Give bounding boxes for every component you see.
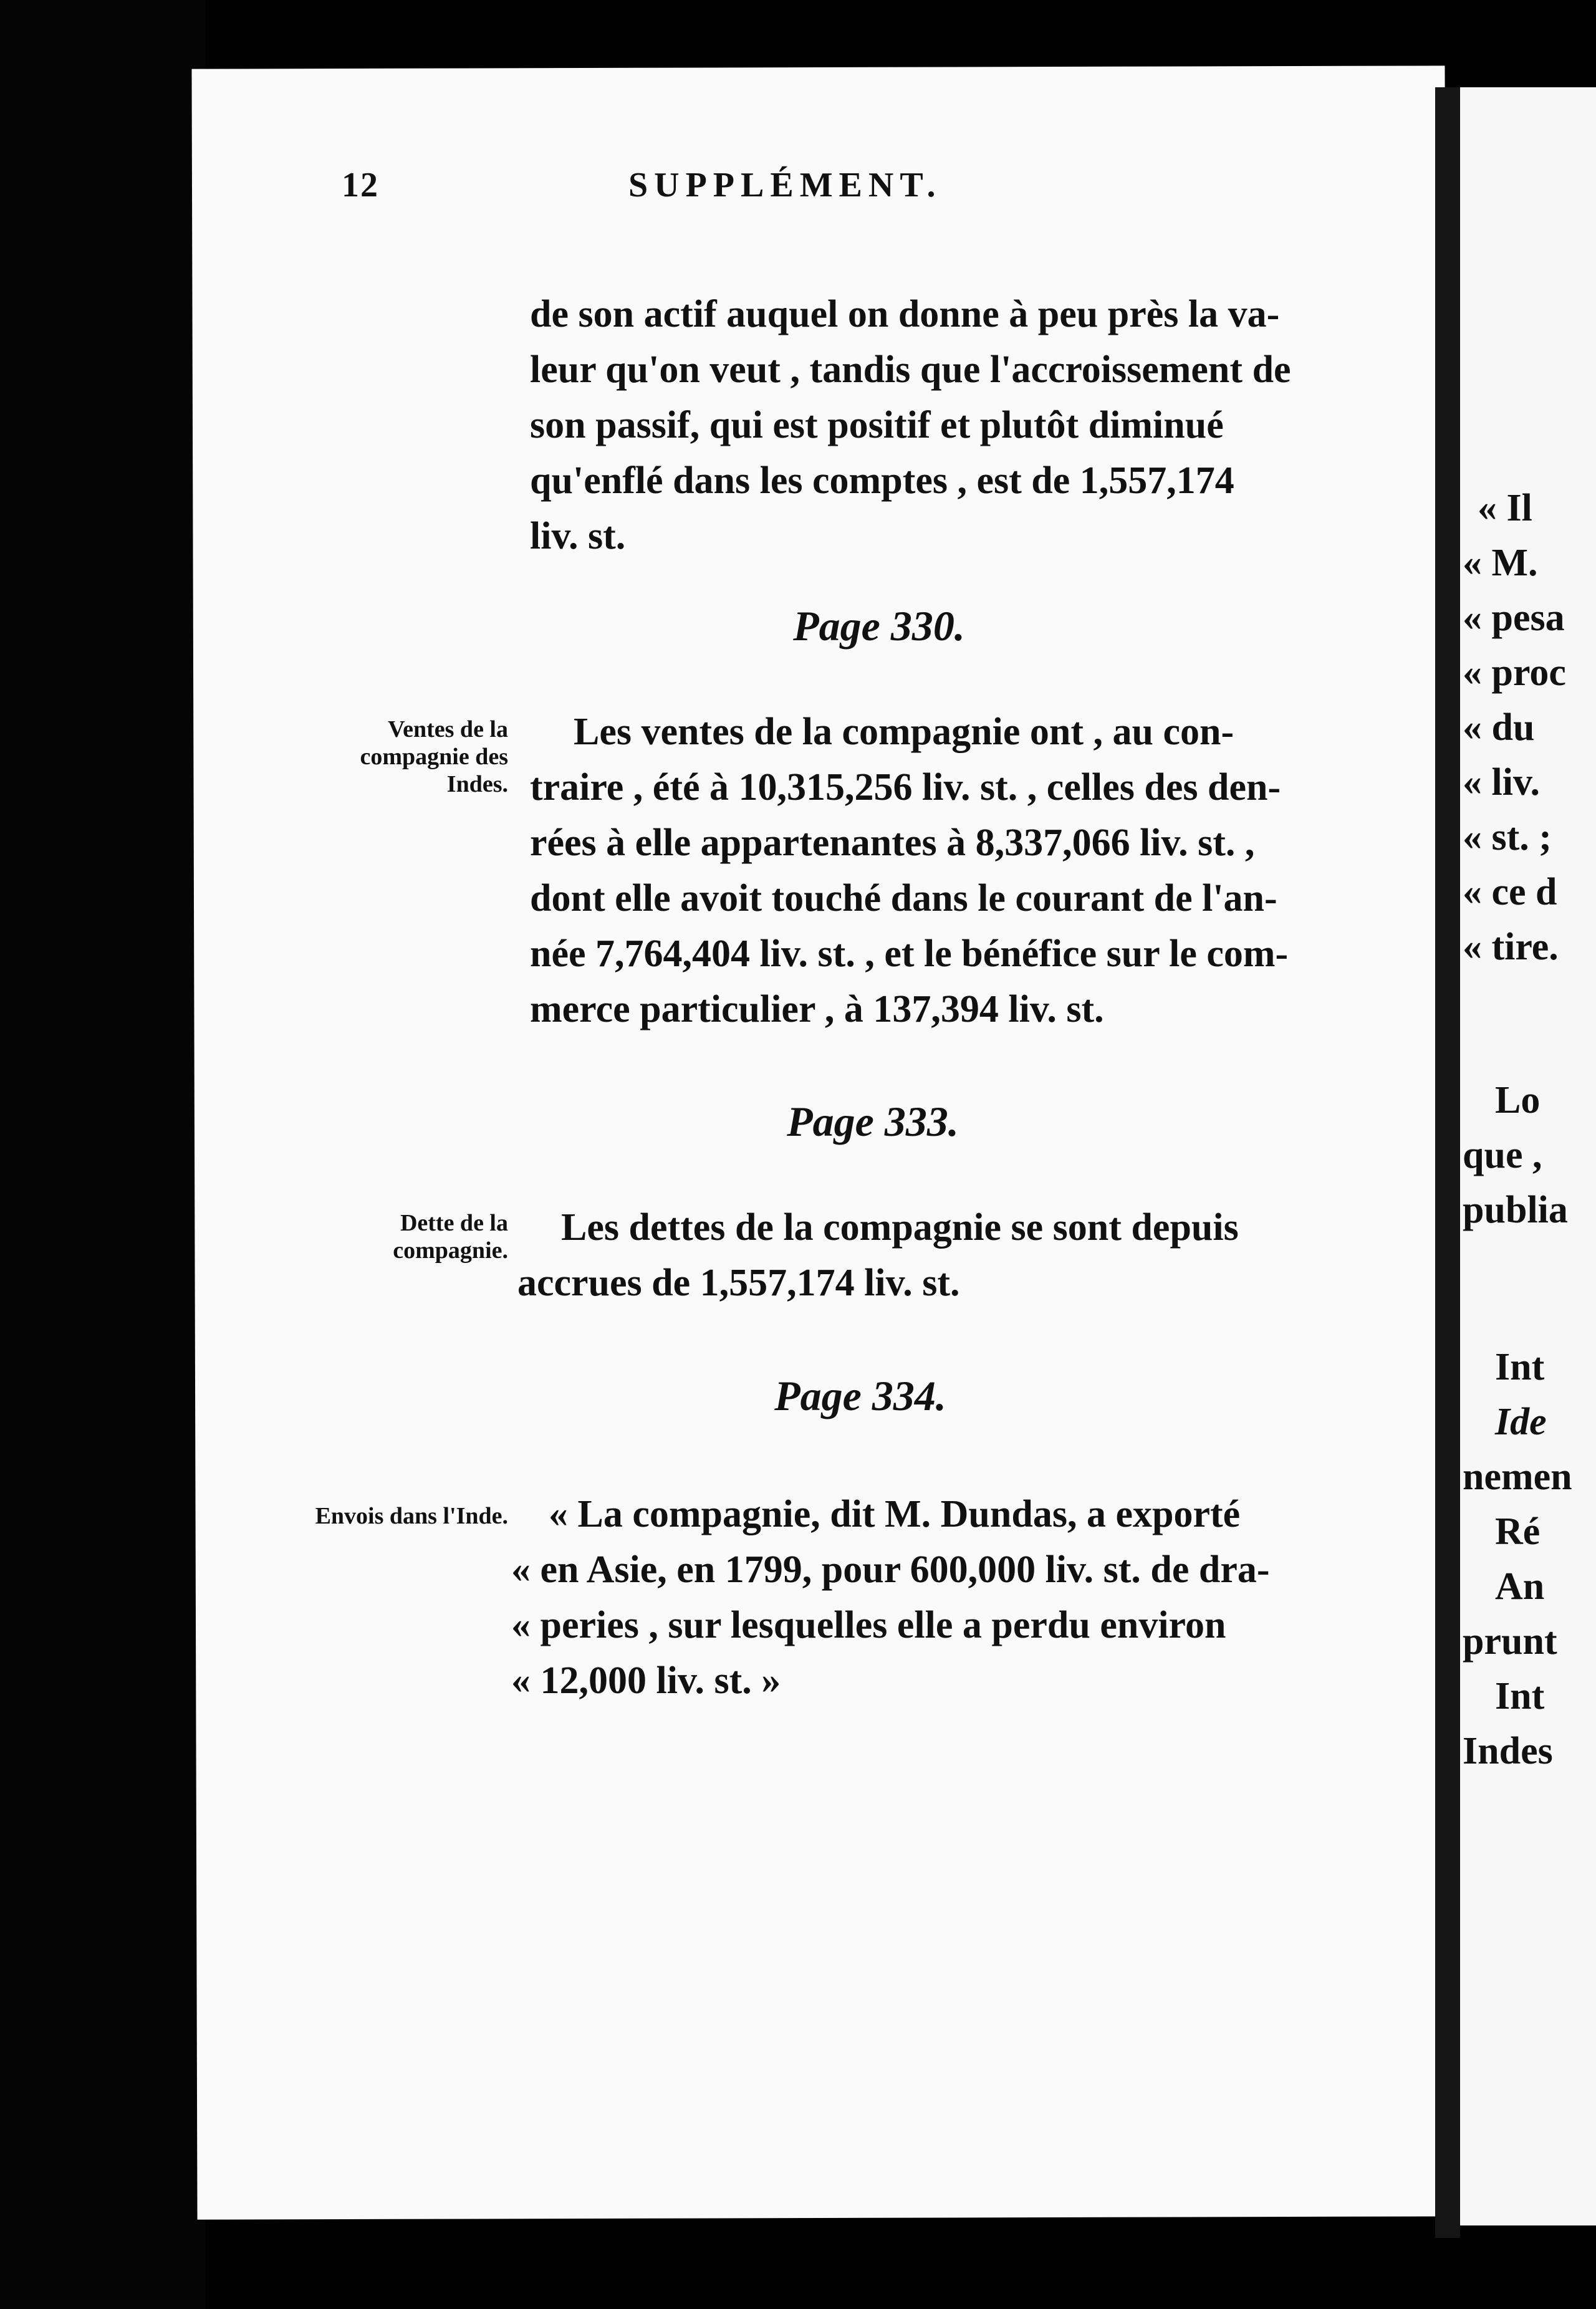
text-line: « La compagnie, dit M. Dundas, a exporté [549,1493,1241,1535]
text-line: dont elle avoit touché dans le courant de l'an- [530,877,1277,919]
section-heading: Page 333. [787,1098,959,1145]
facing-page [1460,87,1596,2225]
text-line: de son actif auquel on donne à peu près la va- [530,293,1280,335]
text-line: née 7,764,404 liv. st. , et le bénéfice sur le com- [530,933,1289,975]
facing-line: « Il [1478,487,1532,529]
facing-line: Ré [1495,1510,1541,1553]
binding-shadow [0,0,206,2309]
section-paragraph [511,1487,1396,1709]
text-line: « peries , sur lesquelles elle a perdu environ [511,1604,1226,1646]
facing-line: Ide [1495,1401,1547,1443]
facing-line: Int [1495,1675,1545,1717]
section-paragraph [530,704,1415,1037]
margin-note: Dette de la compagnie. [393,1210,508,1264]
facing-line: « proc [1463,651,1566,694]
running-head: SUPPLÉMENT. [628,166,942,204]
facing-line: Lo [1495,1079,1541,1121]
facing-line: que , [1463,1134,1542,1176]
facing-line: « tire. [1463,926,1559,968]
page-header [342,165,1277,234]
intro-paragraph [530,287,1415,564]
facing-line: nemen [1463,1456,1572,1498]
facing-line: « st. ; [1463,816,1552,858]
text-line: traire , été à 10,315,256 liv. st. , celles des den- [530,766,1281,809]
margin-note: Envois dans l'Inde. [315,1503,508,1529]
margin-note: Ventes de la compagnie des Indes. [360,716,508,797]
facing-line: An [1495,1565,1545,1608]
text-line: liv. st. [530,515,626,557]
facing-line: « M. [1463,542,1538,584]
page-number: 12 [342,166,379,204]
section-heading: Page 330. [793,602,965,650]
text-line: merce particulier , à 137,394 liv. st. [530,988,1104,1030]
text-line: qu'enflé dans les comptes , est de 1,557,174 [530,459,1234,502]
page-gutter [1435,87,1460,2238]
facing-line: prunt [1463,1620,1557,1663]
text-line: Les dettes de la compagnie se sont depuis [561,1206,1239,1249]
facing-line: « liv. [1463,761,1541,804]
text-line: rées à elle appartenantes à 8,337,066 liv. st. , [530,822,1255,864]
facing-line: « du [1463,706,1535,749]
text-line: son passif, qui est positif et plutôt diminué [530,404,1224,446]
text-line: Les ventes de la compagnie ont , au con- [574,711,1234,753]
facing-line: « pesa [1463,597,1565,639]
text-line: leur qu'on veut , tandis que l'accroissement de [530,348,1291,391]
text-line: « 12,000 liv. st. » [511,1659,781,1702]
section-paragraph [517,1200,1403,1311]
section-heading: Page 334. [774,1372,946,1419]
facing-line: Indes [1463,1730,1553,1772]
facing-line: « ce d [1463,871,1557,913]
text-line: accrues de 1,557,174 liv. st. [517,1262,960,1304]
text-line: « en Asie, en 1799, pour 600,000 liv. st. de dra- [511,1548,1270,1591]
facing-line: publia [1463,1189,1568,1231]
facing-line: Int [1495,1346,1545,1388]
